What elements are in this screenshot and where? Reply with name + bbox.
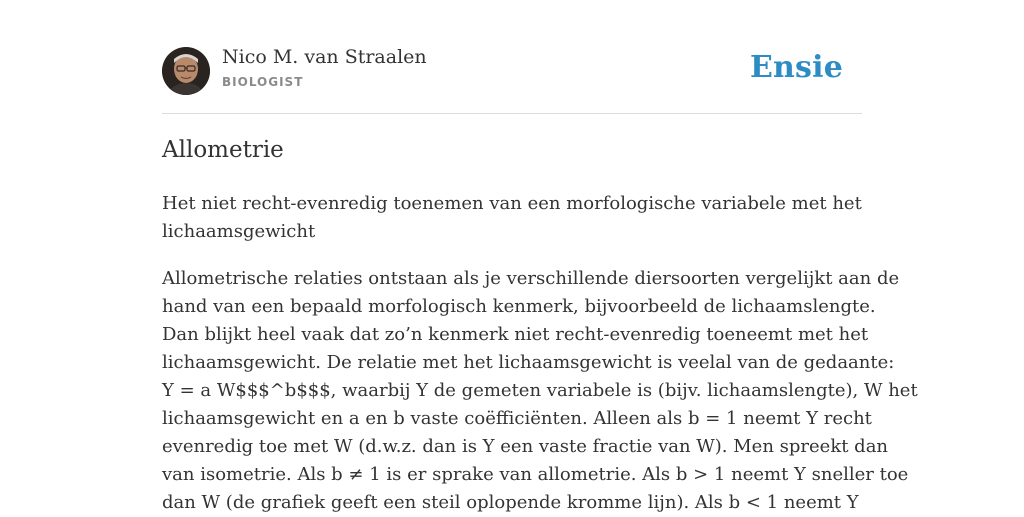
avatar-portrait-icon — [162, 47, 210, 95]
body-line: dan W (de grafiek geeft een steil oplopende kromme lijn). Als b < 1 neemt Y — [162, 492, 859, 513]
body-line: Y = a W$$$^b$$$, waarbij Y de gemeten variabele is (bijv. lichaamslengte), W het — [162, 380, 918, 401]
body-line: lichaamsgewicht. De relatie met het lichaamsgewicht is veelal van de gedaante: — [162, 352, 895, 373]
body-line: hand van een bepaald morfologisch kenmerk, bijvoorbeeld de lichaamslengte. — [162, 296, 876, 317]
article-body — [162, 265, 918, 517]
body-line: evenredig toe met W (d.w.z. dan is Y een vaste fractie van W). Men spreekt dan — [162, 436, 889, 457]
article-header — [162, 0, 862, 114]
author-name[interactable]: Nico M. van Straalen — [222, 46, 427, 68]
body-line: Dan blijkt heel vaak dat zo’n kenmerk niet recht-evenredig toeneemt met het — [162, 324, 869, 345]
body-line: van isometrie. Als b ≠ 1 is er sprake van allometrie. Als b > 1 neemt Y sneller toe — [162, 464, 909, 485]
avatar[interactable] — [162, 47, 210, 95]
body-line: lichaamsgewicht en a en b vaste coëfficiënten. Alleen als b = 1 neemt Y recht — [162, 408, 872, 429]
definition-line: Het niet recht-evenredig toenemen van een morfologische variabele met het — [162, 193, 862, 214]
brand-logo[interactable]: Ensie — [749, 50, 843, 85]
article-title: Allometrie — [162, 137, 284, 163]
author-role: BIOLOGIST — [222, 75, 304, 89]
article-definition — [162, 190, 862, 246]
article-page — [162, 0, 918, 513]
definition-line: lichaamsgewicht — [162, 221, 316, 242]
body-line: Allometrische relaties ontstaan als je verschillende diersoorten vergelijkt aan de — [162, 268, 900, 289]
